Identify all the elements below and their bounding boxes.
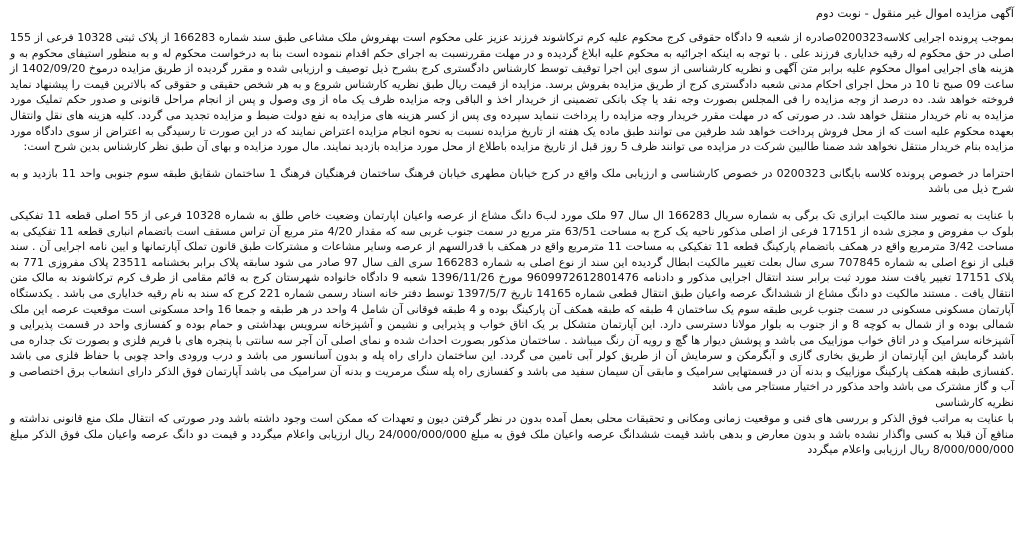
notice-title: آگهی مزایده اموال غیر منقول - نوبت دوم	[815, 6, 1014, 20]
notice-paragraph-property-description: با عنایت به تصویر سند مالکیت ابرازی تک برگی به شماره سریال 166283 ال سال 97 ملک مورد لب6 دانگ مشاع از عرصه واعیان اپارتمان وضعیت خاص طلق به شماره 10328 فرعی از 55 اصلی قطعه 11 تفکیکی بلوک ب مفروض و مجزی شده از 17151 فرعی از اصلی مذکور ناحیه یک کرج به مساحت 63/51 متر مربع در سمت جنوب غربی سه که مقدار 4/20 متر مربع آن تراس مسقف است باتضمام انباری قطعه 11 تفکیکی به مساحت 3/42 مترمربع واقع در همکف باتضمام پارکینگ قطعه 11 تفکیکی به مساحت 11 مترمربع واقع در همکف با قدرالسهم از عرصه وسایر مشاعات و مشترکات طبق قانون تملک آپارتمانها و ایین نامه اجرایی آن . سند قبلی از نوع اصلی به شماره 707845 سری سال بعلت تغییر مالکیت ابطال گردیده این سند از نوع اصلی به شماره 166283 سری الف سال 97 صادر می شود سابقه پلاک برابر بخشنامه 23511 پلاک مفروزی 771 به پلاک 17151 تغییر یافت سند مورد ثبت برابر سند انتقال اجرایی مذکور و دادنامه 9609972612801476 مورخ 1396/11/26 شعبه 9 دادگاه خانواده شهرستان کرج به قائم مقامی از طرف کرم ترکاشوند به مالک متن انتقال یافت . مستند مالکیت دو دانگ مشاع از ششدانگ عرصه واعیان طبق انتقال قطعی شماره 14165 تاریخ 1397/5/7 توسط دفتر خانه اسناد رسمی شماره 221 کرج که سند به نام رقیه خدایاری می باشد . یکدستگاه آپارتمان مسکونی مسکونی در سمت جنوب غربی طبقه سوم یک ساختمان 4 طبقه که طبقه همکف آن پارکینگ بوده و 4 طبقه فوقانی آن شامل 4 واحد در هر طبقه و جمعا 16 واحد مسکونی است موقعیت عرصه این ملک شمالی بوده و از شمال به کوچه 8 و از جنوب به بلوار مولانا دسترسی دارد. این آپارتمان متشکل بر یک اتاق خواب و پذیرایی و نشیمن و آشپزخانه سرویس بهداشتی و حمام بوده و کفسازی واحد در قسمت پذیرایی و آشپزخانه سرامیک و در اتاق خواب موزاییک می باشد و پوشش دیوار ها گچ و رویه آن رنگ میباشد . ساختمان مذکور بصورت احداث شده و نمای اصلی آن آجر سه سانتی با پنجره های با فریم فلزی و بصورت تک جداره می باشد گرمایش این آپارتمان از طریق بخاری گازی و آبگرمکن و سرمایش آن از طریق کولر آبی تامین می گردد. این ساختمان دارای راه پله و بدون آسانسور می باشد و درب ورودی واحد چوبی با حفاظ فلزی می باشد .کفسازی طبقه همکف پارکینگ موزاییک و بدنه آن در قسمتهایی سرامیک و مابقی آن سیمان سفید می باشد و کفسازی راه پله سنگ مرمریت و بدنه آن سرامیک می باشد آپارتمان فوق الذکر دارای انشعاب برق اختصاصی و آب و گاز مشترک می باشد واحد مذکور در اختیار مستاجر می باشد	[10, 208, 1015, 394]
paragraph-gap	[10, 197, 1014, 208]
expert-opinion-text: با عنایت به مراتب فوق الذکر و بررسی های فنی و موقعیت زمانی ومکانی و تحقیقات محلی بعمل آمده بدون در نظر گرفتن دیون و تعهدات که ممکن است وجود داشته باشد ودر صورتی که انتقال ملک منع قانونی نداشته و منافع آن قبلا به کسی واگذار نشده باشد و بدون معارض و بدهی باشد قیمت ششدانگ عرصه واعیان ملک فوق به مبلغ 24/000/000/000 ریال ارزیابی واعلام میگردد و قیمت دو دانگ عرصه واعیان ملک فوق الذکر مبلغ 8/000/000/000 ریال ارزیابی واعلام میگردد	[10, 412, 1014, 457]
notice-paragraph-visit: احتراما در خصوص پرونده کلاسه بایگانی 0200323 در خصوص کارشناسی و ارزیابی ملک واقع در کرج خیابان مطهری خیابان فرهنگ ساختمان فرهنگیان فرهنگ 1 ساختمان شقایق طبقه سوم جنوبی واحد 11 بازدید و به شرح ذیل می باشد	[10, 166, 1014, 196]
notice-paragraph-execution: بموجب پرونده اجرایی کلاسه0200323صادره از شعبه 9 دادگاه حقوقی کرج محکوم علیه کرم ترکاشوند فرزند عزیز علی محکوم است بهفروش ملک مشاعی طبق سند شماره 166283 از پلاک ثبتی 10328 فرعی از 155 اصلی در حق محکوم له رقیه خدایاری فرزند علی . با توجه به اینکه اجرائیه به محکوم علیه ابلاغ گردیده و در مهلت مقررنسبت به اجرای حکم اقدام ننموده است بنا به درخواست محکوم له و به منظور استیفای محکوم به و هزینه های اجرایی اموال محکوم علیه برابر متن آگهی و نظریه کارشناسی از سوی این اجرا توقیف توسط کارشناس دادگستری کرج بشرح ذیل توصیف و ارزیابی شده و مقرر گردیده از طریق مزایده درموخ 1402/09/20 از ساعت 09 صبح تا 10 در محل اجرای احکام مدنی شعبه دادگستری کرج از طریق مزایده بفروش برسد. مزایده از قیمت ریال طبق نظریه کارشناس شروع و به هر شخص حقیقی و حقوقی که بالاترین قیمت را پیشنهاد نماید فروخته خواهد شد. ده درصد از وجه مزایده را فی المجلس بصورت وجه نقد یا چک بانکی تضمینی از خریدار اخذ و الباقی وجه مزایده ظرف یک ماه از وی وصول و پس از انجام مراحل قانونی و صدور حکم تملیک مورد مزایده به نام خریدار منتقل خواهد شد. در صورتی که در مهلت مقرر خریدار وجه مزایده را پرداخت ننماید سپرده وی پس از کسر هزینه های مزایده به نفع دولت ضبط و مزایده تجدید می گردد. کلیه هزینه های نقل وانتقال بعهده محکوم علیه است که از محل فروش پرداخت خواهد شد طرفین می توانند طبق ماده یک هفته از تاریخ مزایده نسبت به نحوه انجام مزایده اعتراض نمایند که در این صورت تا رسیدگی به اعتراض از سوی دادگاه مورد مزایده بنام خریدار منتقل نخواهد شد ضمنا طالبین شرکت در مزایده می توانند ظرف 5 روز قبل از تاریخ مزایده باطلاع از محل مورد مزایده بازدید نمایند. مال مورد مزایده و بهای آن طبق نظر کارشناس بدین شرح است:	[10, 31, 1014, 154]
paragraph-gap	[10, 155, 1014, 166]
expert-opinion-heading: نظریه کارشناسی	[935, 396, 1014, 410]
